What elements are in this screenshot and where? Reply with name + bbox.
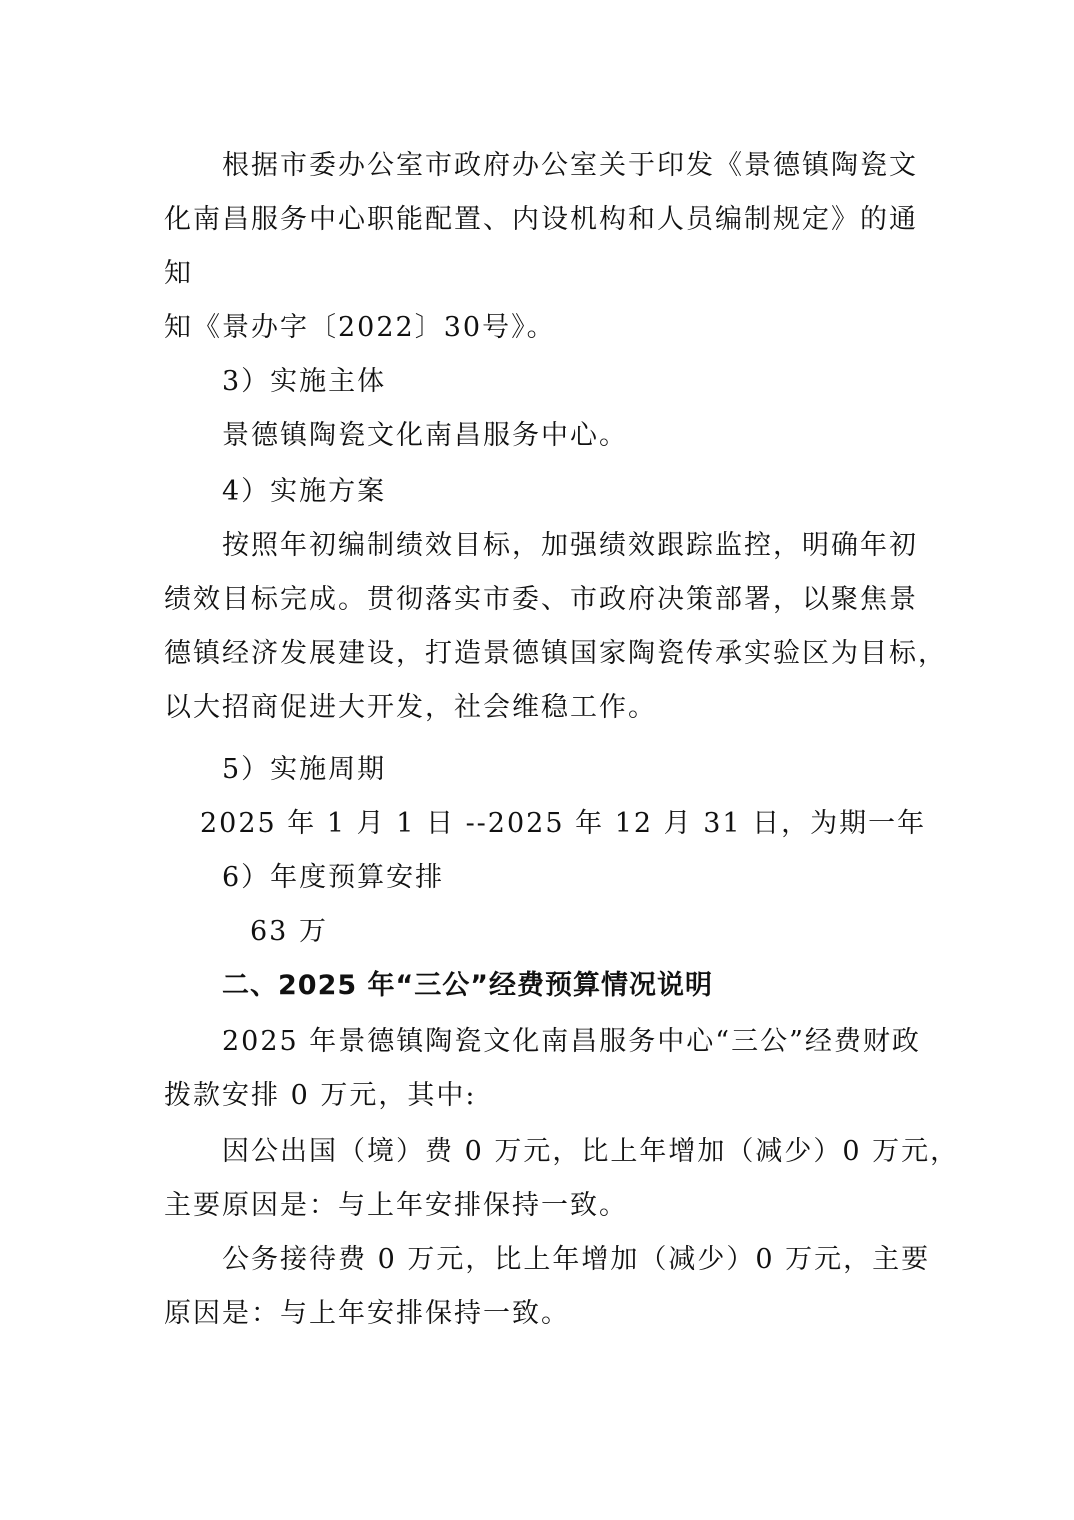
abroad-line-2: 主要原因是：与上年安排保持一致。 <box>164 1190 628 1221</box>
section2-title: 二、2025 年“三公”经费预算情况说明 <box>222 970 714 1001</box>
reception-line-1: 公务接待费 0 万元，比上年增加（减少）0 万元，主要 <box>222 1244 931 1275</box>
section2-intro-line-1: 2025 年景德镇陶瓷文化南昌服务中心“三公”经费财政 <box>222 1026 921 1057</box>
basis-line-2: 化南昌服务中心职能配置、内设机构和人员编制规定》的通 <box>164 204 918 235</box>
item4-line-4: 以大招商促进大开发，社会维稳工作。 <box>164 692 657 723</box>
basis-line-3: 知 <box>164 258 193 289</box>
item5-text: 2025 年 1 月 1 日 --2025 年 12 月 31 日，为期一年 <box>200 808 927 839</box>
section2-intro-line-2: 拨款安排 0 万元，其中: <box>164 1080 477 1111</box>
item4-line-1: 按照年初编制绩效目标，加强绩效跟踪监控，明确年初 <box>222 530 918 561</box>
item3-text: 景德镇陶瓷文化南昌服务中心。 <box>222 420 628 451</box>
item6-heading: 6）年度预算安排 <box>222 862 445 893</box>
item6-text: 63 万 <box>250 916 328 947</box>
abroad-line-1: 因公出国（境）费 0 万元，比上年增加（减少）0 万元， <box>222 1136 960 1167</box>
item3-heading: 3）实施主体 <box>222 366 387 397</box>
item4-line-3: 德镇经济发展建设，打造景德镇国家陶瓷传承实验区为目标， <box>164 638 947 669</box>
basis-line-4: 知《景办字〔2022〕30号》。 <box>164 312 556 343</box>
item5-heading: 5）实施周期 <box>222 754 387 785</box>
item4-heading: 4）实施方案 <box>222 476 387 507</box>
reception-line-2: 原因是：与上年安排保持一致。 <box>164 1298 570 1329</box>
item4-line-2: 绩效目标完成。贯彻落实市委、市政府决策部署，以聚焦景 <box>164 584 918 615</box>
basis-line-1: 根据市委办公室市政府办公室关于印发《景德镇陶瓷文 <box>222 150 918 181</box>
